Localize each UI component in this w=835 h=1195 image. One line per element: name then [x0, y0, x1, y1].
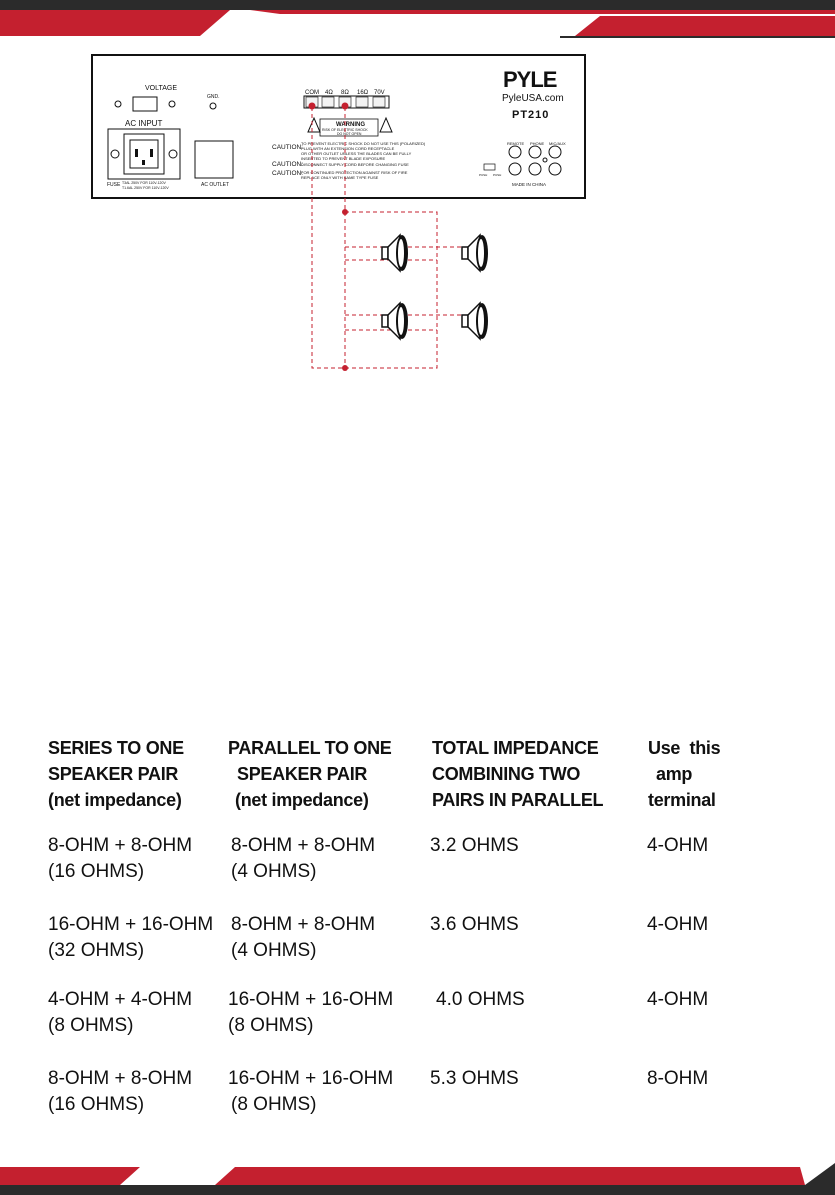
header-parallel: PARALLEL TO ONE SPEAKER PAIR (net impedance) — [228, 738, 392, 810]
terminal-label: 70V — [374, 90, 385, 96]
svg-text:PUSH: PUSH — [493, 173, 502, 177]
svg-text:PUSH: PUSH — [479, 173, 488, 177]
header-series: SERIES TO ONE SPEAKER PAIR (net impedance) — [48, 738, 184, 810]
header-total: TOTAL IMPEDANCE COMBINING TWO PAIRS IN PARALLEL — [432, 738, 604, 810]
terminal-label: COM — [305, 90, 319, 96]
ac-outlet-label: AC OUTLET — [201, 182, 230, 188]
svg-text:TO PREVENT ELECTRIC SHOCK DO N: TO PREVENT ELECTRIC SHOCK DO NOT USE THIS (POLARIZED) — [301, 141, 426, 146]
ac-input-label: AC INPUT — [125, 119, 163, 128]
table-row: 8-OHM + 8-OHM (16 OHMS) — [48, 1068, 193, 1115]
svg-text:PLUG WITH AN EXTENSION CORD RE: PLUG WITH AN EXTENSION CORD RECEPTACLE — [301, 146, 395, 151]
svg-text:REPLACE ONLY WITH SAME TYPE FU: REPLACE ONLY WITH SAME TYPE FUSE — [301, 175, 379, 180]
svg-text:RISK OF ELECTRIC SHOCK: RISK OF ELECTRIC SHOCK — [322, 128, 368, 132]
speaker-icon — [382, 235, 408, 271]
svg-text:DISCONNECT SUPPLY CORD BEFORE: DISCONNECT SUPPLY CORD BEFORE CHANGING FUSE — [301, 162, 409, 167]
wire-junction-bottom — [342, 365, 348, 371]
svg-text:FOR CONTINUED PROTECTION AGAIN: FOR CONTINUED PROTECTION AGAINST RISK OF FIRE — [301, 170, 408, 175]
svg-text:T1.6AL 250V FOR 110V-120V: T1.6AL 250V FOR 110V-120V — [122, 186, 169, 190]
speaker-icon — [462, 235, 488, 271]
brand-website: PyleUSA.com — [502, 93, 564, 104]
svg-text:MIC/AUX: MIC/AUX — [549, 141, 566, 146]
brand-logo: PYLE — [503, 67, 557, 92]
wire-junction-top — [342, 209, 348, 215]
speaker-terminals — [304, 90, 389, 110]
header-terminal: Use this amp terminal — [648, 738, 721, 810]
svg-text:OR OTHER OUTLET UNLESS THE BLA: OR OTHER OUTLET UNLESS THE BLADES CAN BE FULLY — [301, 151, 412, 156]
svg-text:PHONE: PHONE — [530, 141, 545, 146]
impedance-table: SERIES TO ONE SPEAKER PAIR (net impedance) PARALLEL TO ONE SPEAKER PAIR (net impedance) TOTAL IMPEDANCE COMBINING TWO PAIRS IN PARALLEL Use this amp terminal 8-OHM + 8-OHM (16 OHMS) 8-OHM + 8-OHM (4 OHMS) 3.2 OHMS 4-OHM 16-OHM + 16-OHM (32 OHMS) 8-OHM + 8-OHM (4 OHMS) 3.6 OHMS 4-OHM 4-OHM + 4-OHM (8 OHMS) 16-OHM + 16-OHM (8 OHMS) 4.0 OHMS 4-OHM 8-OHM + 8-OHM (16 OHMS) 16-OHM + 16-OHM (8 OHMS) 5.3 OHMS 8-OHM — [0, 730, 835, 1130]
terminal-label: 16Ω — [357, 90, 369, 96]
bottom-decorative-band — [0, 1163, 835, 1195]
table-row: 4-OHM + 4-OHM (8 OHMS) — [48, 989, 193, 1036]
fuse-label: FUSE — [107, 182, 121, 188]
svg-text:CAUTION:: CAUTION: — [272, 161, 304, 168]
amplifier-rear-panel-diagram — [0, 0, 835, 400]
svg-text:DO NOT OPEN: DO NOT OPEN — [337, 132, 362, 136]
svg-text:INSERTED TO PREVENT BLADE EXPO: INSERTED TO PREVENT BLADE EXPOSURE — [301, 156, 386, 161]
svg-text:T3AL 250V FOR 110V-120V: T3AL 250V FOR 110V-120V — [122, 181, 166, 185]
model-number: PT210 — [512, 109, 550, 121]
svg-text:WARNING: WARNING — [336, 122, 365, 128]
table-row: 16-OHM + 16-OHM (32 OHMS) — [48, 914, 214, 961]
made-in-label: MADE IN CHINA — [512, 182, 547, 187]
svg-text:CAUTION:: CAUTION: — [272, 170, 304, 177]
terminal-label: 4Ω — [325, 90, 333, 96]
svg-text:CAUTION:: CAUTION: — [272, 144, 304, 151]
voltage-label: VOLTAGE — [145, 85, 178, 92]
speaker-icon — [462, 303, 488, 339]
terminal-label: 8Ω — [341, 90, 349, 96]
svg-text:REMOTE: REMOTE — [507, 141, 525, 146]
speaker-icon — [382, 303, 408, 339]
table-row: 8-OHM + 8-OHM (16 OHMS) — [48, 835, 193, 882]
gnd-label: GND. — [207, 94, 220, 100]
